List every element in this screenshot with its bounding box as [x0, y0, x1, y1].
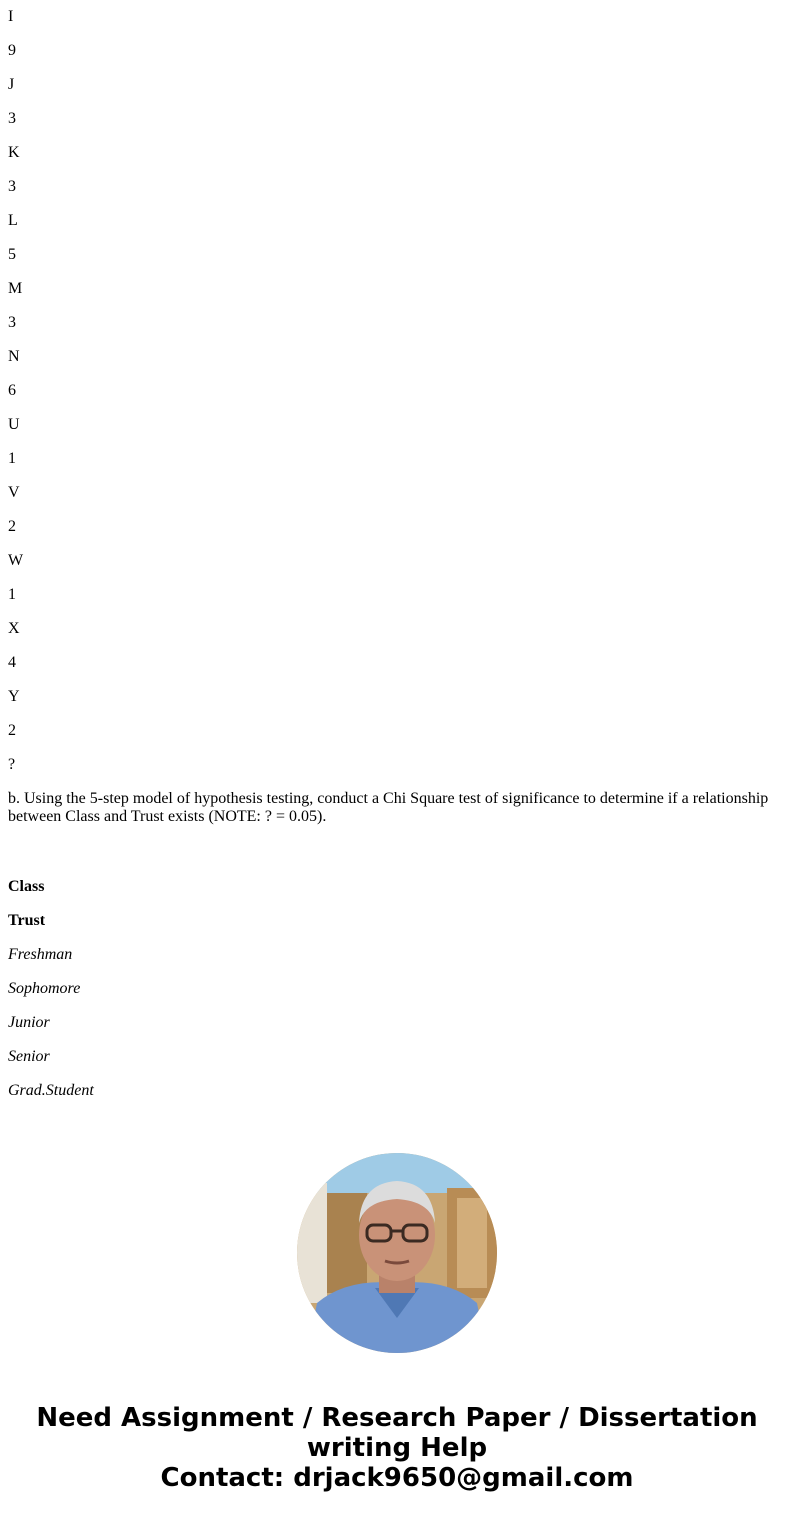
table-header-class: Class: [8, 878, 45, 895]
promo-banner: [0, 1403, 794, 1493]
document-body: [8, 0, 786, 1116]
row-label: V: [8, 484, 20, 501]
category-junior: Junior: [8, 1014, 50, 1031]
question-mark: ?: [8, 756, 16, 773]
category-grad-student: Grad.Student: [8, 1082, 94, 1099]
row-label: N: [8, 348, 20, 365]
row-label: U: [8, 416, 20, 433]
row-label: M: [8, 280, 23, 297]
promo-line-2: writing Help: [306, 1433, 488, 1463]
row-label: I: [8, 8, 14, 25]
category-sophomore: Sophomore: [8, 980, 81, 997]
row-value: 1: [8, 450, 16, 467]
row-value: 2: [8, 518, 16, 535]
row-value: 5: [8, 246, 16, 263]
table-header-trust: Trust: [8, 912, 46, 929]
promo-line-1: Need Assignment / Research Paper / Dissertation: [36, 1403, 758, 1433]
row-value: 6: [8, 382, 16, 399]
row-value: 3: [8, 314, 16, 331]
row-label: K: [8, 144, 20, 161]
category-freshman: Freshman: [8, 946, 73, 963]
author-avatar: [297, 1153, 497, 1353]
category-senior: Senior: [8, 1048, 50, 1065]
promo-contact: Contact: drjack9650@gmail.com: [160, 1463, 634, 1493]
spacer: [8, 826, 786, 878]
row-label: X: [8, 620, 20, 637]
row-value: 2: [8, 722, 16, 739]
row-value: 3: [8, 110, 16, 127]
partial-value: [8, 0, 786, 8]
row-label: L: [8, 212, 18, 229]
row-value: 3: [8, 178, 16, 195]
question-b-text: b. Using the 5-step model of hypothesis testing, conduct a Chi Square test of significance to determine if a relationship between Class and Trust exists (NOTE: ? = 0.05).: [8, 790, 769, 825]
row-label: J: [8, 76, 15, 93]
row-label: Y: [8, 688, 20, 705]
row-value: 9: [8, 42, 16, 59]
row-value: 1: [8, 586, 16, 603]
row-label: W: [8, 552, 24, 569]
row-value: 4: [8, 654, 16, 671]
